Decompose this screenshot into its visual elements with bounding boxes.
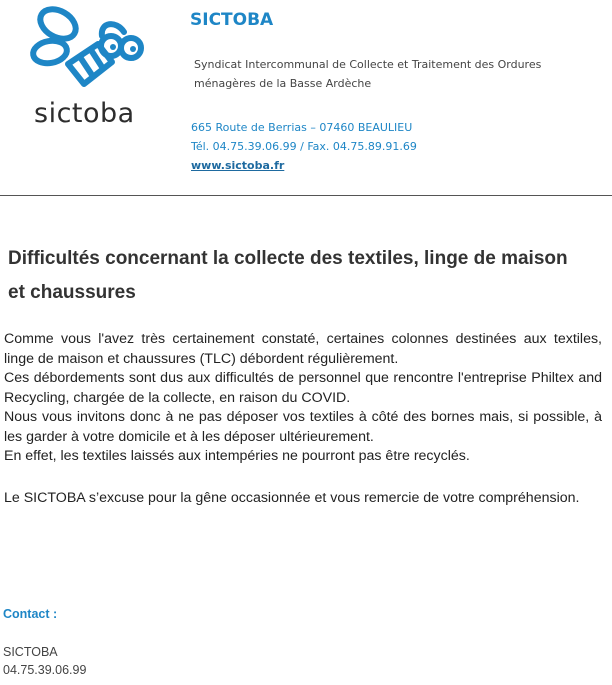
body-line-1: Comme vous l'avez très certainement constaté, certaines colonnes destinées aux textiles, linge de maison et chaussures (TLC) débordent régulièrement.: [4, 331, 602, 367]
sictoba-bee-logo: [28, 4, 148, 98]
paragraph-gap: [4, 467, 602, 489]
org-phone-fax: Tél. 04.75.39.06.99 / Fax. 04.75.89.91.69: [191, 140, 417, 153]
contact-name: SICTOBA: [3, 645, 58, 659]
body-line-3: Nous vous invitons donc à ne pas déposer vos textiles à côté des bornes mais, si possible, à les garder à votre domicile et à les déposer ultérieurement.: [4, 409, 602, 445]
letter-title: Difficultés concernant la collecte des textiles, linge de maison et chaussures: [8, 248, 568, 303]
org-subtitle-line-2: ménagères de la Basse Ardèche: [194, 77, 372, 90]
contact-label: Contact :: [3, 607, 58, 621]
header-divider: [0, 195, 612, 196]
contact-block: [3, 643, 86, 679]
org-subtitle-line-1: Syndicat Intercommunal de Collecte et Traitement des Ordures: [194, 58, 542, 71]
body-line-2: Ces débordements sont dus aux difficultés de personnel que rencontre l'entreprise Philtex and Recycling, chargée de la collecte, en raison du COVID.: [4, 370, 602, 406]
contact-phone: 04.75.39.06.99: [3, 663, 87, 677]
body-line-4: En effet, les textiles laissés aux intempéries ne pourront pas être recyclés.: [4, 448, 470, 464]
website-link[interactable]: www.sictoba.fr: [191, 159, 285, 172]
letter-body: [4, 330, 602, 508]
org-address: 665 Route de Berrias – 07460 BEAULIEU: [191, 121, 413, 134]
org-title: SICTOBA: [190, 10, 274, 30]
org-subtitle: [194, 55, 574, 93]
body-closing: Le SICTOBA s’excuse pour la gêne occasionnée et vous remercie de votre compréhension.: [4, 489, 580, 506]
logo-wordmark: sictoba: [34, 98, 135, 129]
org-contact-block: [191, 118, 417, 175]
